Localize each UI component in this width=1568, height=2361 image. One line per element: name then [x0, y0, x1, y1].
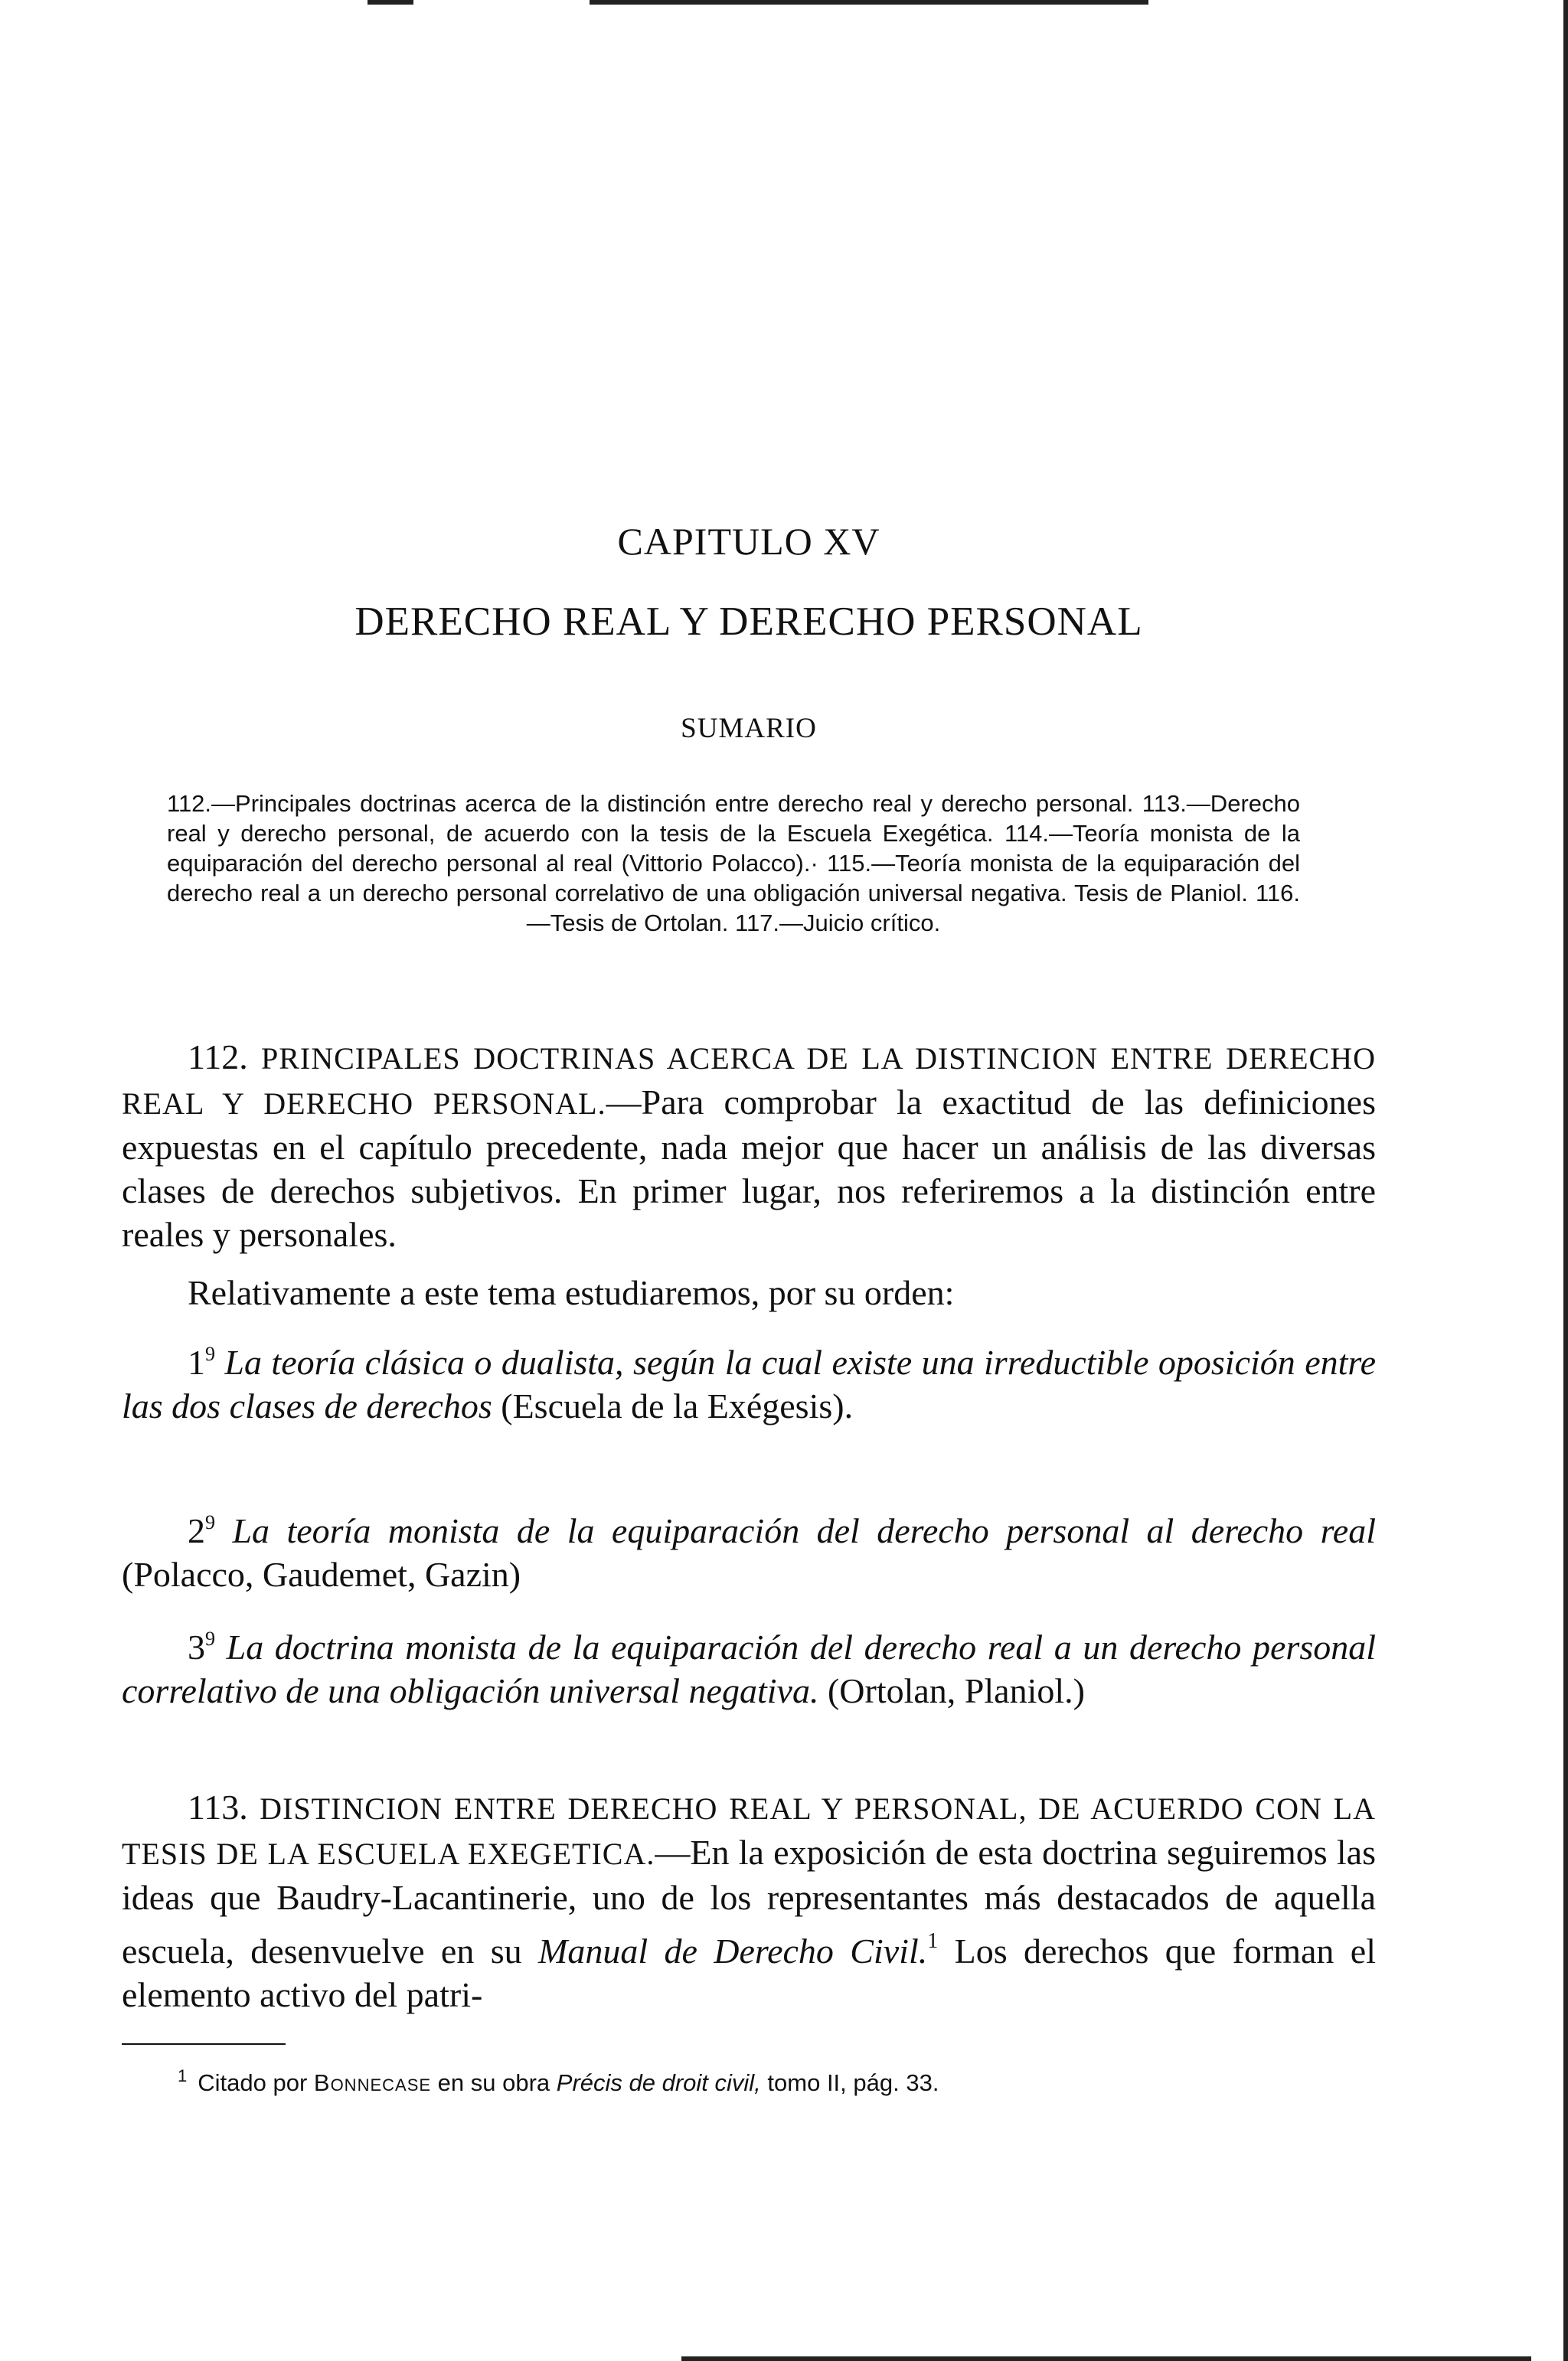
sumario-text: 112.—Principales doctrinas acerca de la distinción entre derecho real y derecho personal. 113.—Derecho real y derecho personal, de acuerdo con la tesis de la Escuela Exegética. 114.—Teoría monista de la equiparación del derecho personal al real (Vittorio Polacco).· 115.—Teoría monista de la equiparación del derecho real a un derecho personal correlativo de una obligación universal negativa. Tesis de Planiol. 116.—Tesis de Ortolan. 117.—Juicio crítico. [167, 790, 1300, 936]
section-113-heading: DISTINCION ENTRE DERECHO REAL Y PERSONAL, DE ACUERDO CON LA TESIS DE LA ESCUELA EXEGETICA. [122, 1791, 1376, 1871]
list-item-italic: La doctrina monista de la equiparación del derecho real a un derecho personal correlativo de una obligación universal negativa. [122, 1628, 1376, 1710]
section-112-number: 112. [188, 1037, 248, 1076]
scan-edge-right [1563, 0, 1568, 2361]
footnote: $^1$ Citado por Bonnecase en su obra Précis de droit civil, tomo II, pág. 33. [178, 2066, 939, 2096]
section-113-number: 113. [188, 1788, 248, 1827]
section-112-followup: Relativamente a este tema estudiaremos, por su orden: [188, 1273, 955, 1312]
scan-edge-top [0, 0, 1568, 5]
list-item-italic: La teoría clásica o dualista, según la cual existe una irreductible oposición entre las dos clases de derechos [122, 1343, 1377, 1425]
footnote-work: Précis de droit civil, [556, 2069, 761, 2096]
chapter-label: CAPITULO XV [617, 520, 880, 563]
book-title: Manual de Derecho Civil. [538, 1932, 928, 1971]
footnote-reference[interactable]: 1 [927, 1929, 939, 1953]
section-112-paragraph [122, 1035, 1376, 1256]
scan-edge-bottom [0, 2356, 1568, 2361]
section-113-paragraph [122, 1785, 1376, 2016]
list-item [122, 1617, 1376, 1713]
footnote-divider [122, 2043, 286, 2045]
list-item [122, 1501, 1376, 1596]
footnote-mark: 1 [178, 2066, 188, 2085]
chapter-title: DERECHO REAL Y DERECHO PERSONAL [354, 599, 1143, 644]
list-item-plain: (Polacco, Gaudemet, Gazin) [122, 1555, 521, 1594]
footnote-author: Bonnecase [313, 2069, 432, 2096]
section-112-heading: PRINCIPALES DOCTRINAS ACERCA DE LA DISTINCION ENTRE DERECHO REAL Y DERECHO PERSONAL. [122, 1041, 1377, 1121]
list-item-number: $3^9$ [188, 1628, 215, 1667]
list-item-italic: La teoría monista de la equiparación del derecho personal al derecho real [232, 1511, 1377, 1550]
list-item-number: $1^9$ [188, 1343, 215, 1382]
list-item [122, 1332, 1376, 1428]
section-112-body: —Para comprobar la exactitud de las definiciones expuestas en el capítulo precedente, nada mejor que hacer un análisis de las diversas clases de derechos subjetivos. En primer lugar, nos referiremos a la distinción entre reales y personales. [122, 1083, 1377, 1254]
list-item-plain: (Escuela de la Exégesis). [492, 1386, 854, 1425]
section-113-body-before: —En la exposición de esta doctrina seguiremos las ideas que Baudry-Lacantinerie, uno de los representantes más destacados de aquella escuela, desenvuelve en su [122, 1833, 1376, 1971]
list-item-number: $2^9$ [188, 1511, 215, 1550]
sumario-label: SUMARIO [681, 713, 817, 744]
section-113-body-after: Los derechos que forman el elemento activo del patri- [122, 1932, 1376, 2014]
list-item-plain: (Ortolan, Planiol.) [818, 1671, 1085, 1710]
